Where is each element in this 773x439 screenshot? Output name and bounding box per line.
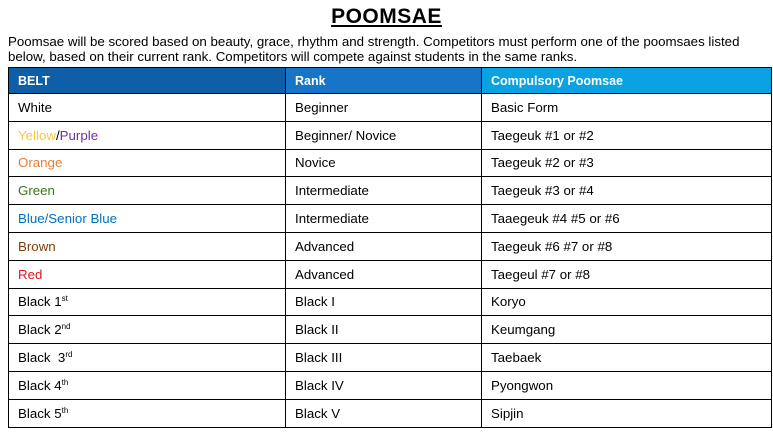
rank-cell: Intermediate	[286, 177, 482, 205]
poomsae-cell: Koryo	[482, 288, 772, 316]
belt-cell	[9, 316, 286, 344]
rank-cell: Novice	[286, 149, 482, 177]
table-row	[9, 121, 772, 149]
belt-label: Blue/Senior Blue	[18, 211, 118, 227]
belt-label-purple: Purple	[59, 127, 99, 143]
table-row	[9, 232, 772, 260]
table-row	[9, 344, 772, 372]
table-row	[9, 205, 772, 233]
rank-cell: Advanced	[286, 260, 482, 288]
belt-label: Black 4	[18, 377, 62, 393]
belt-label-yellow: Yellow	[18, 127, 56, 143]
belt-ordinal-suffix: th	[61, 405, 69, 415]
belt-cell	[9, 121, 286, 149]
belt-label: Green	[18, 183, 55, 199]
table-row	[9, 260, 772, 288]
rank-cell: Intermediate	[286, 205, 482, 233]
belt-ordinal-suffix: th	[61, 377, 69, 387]
rank-cell: Black I	[286, 288, 482, 316]
rank-cell: Beginner	[286, 94, 482, 122]
poomsae-cell: Sipjin	[482, 399, 772, 427]
belt-separator: /	[55, 127, 60, 143]
belt-label: Black 3	[18, 350, 66, 366]
poomsae-cell: Taegeuk #2 or #3	[482, 149, 772, 177]
belt-cell	[9, 232, 286, 260]
poomsae-cell: Pyongwon	[482, 371, 772, 399]
rank-cell: Beginner/ Novice	[286, 121, 482, 149]
rank-cell: Black III	[286, 344, 482, 372]
poomsae-cell: Taegeuk #1 or #2	[482, 121, 772, 149]
table-row	[9, 371, 772, 399]
belt-label: Black 1	[18, 294, 62, 310]
poomsae-cell: Taaegeuk #4 #5 or #6	[482, 205, 772, 233]
rank-cell: Advanced	[286, 232, 482, 260]
poomsae-cell: Taegeuk #3 or #4	[482, 177, 772, 205]
belt-cell	[9, 205, 286, 233]
table-row	[9, 316, 772, 344]
belt-label: Black 5	[18, 405, 62, 421]
belt-cell	[9, 288, 286, 316]
header-rank: Rank	[286, 68, 482, 94]
belt-label: White	[18, 99, 52, 115]
rank-cell: Black IV	[286, 371, 482, 399]
belt-label: Brown	[18, 238, 56, 254]
rank-cell: Black V	[286, 399, 482, 427]
belt-ordinal-suffix: rd	[65, 350, 73, 360]
poomsae-cell: Taegeul #7 or #8	[482, 260, 772, 288]
rank-cell: Black II	[286, 316, 482, 344]
poomsae-table	[8, 67, 772, 428]
belt-cell	[9, 399, 286, 427]
table-row	[9, 177, 772, 205]
belt-ordinal-suffix: st	[61, 294, 68, 304]
belt-cell	[9, 344, 286, 372]
belt-cell	[9, 94, 286, 122]
belt-cell	[9, 177, 286, 205]
table-row	[9, 399, 772, 427]
page-title: POOMSAE	[331, 5, 442, 28]
poomsae-cell: Taegeuk #6 #7 or #8	[482, 232, 772, 260]
belt-label: Red	[18, 266, 43, 282]
belt-cell	[9, 371, 286, 399]
intro-paragraph: Poomsae will be scored based on beauty, grace, rhythm and strength. Competitors must perform one of the poomsaes listed below, based on their current rank. Competitors will compete against students in the same ranks.	[8, 34, 740, 64]
header-compulsory-poomsae: Compulsory Poomsae	[482, 68, 772, 94]
poomsae-cell: Basic Form	[482, 94, 772, 122]
table-row	[9, 94, 772, 122]
belt-cell	[9, 149, 286, 177]
poomsae-cell: Taebaek	[482, 344, 772, 372]
belt-label: Black 2	[18, 322, 62, 338]
table-row	[9, 288, 772, 316]
belt-ordinal-suffix: nd	[61, 322, 71, 332]
table-row	[9, 149, 772, 177]
belt-cell	[9, 260, 286, 288]
poomsae-cell: Keumgang	[482, 316, 772, 344]
header-belt: BELT	[9, 68, 286, 94]
table-header-row	[9, 68, 772, 94]
belt-label: Orange	[18, 155, 63, 171]
